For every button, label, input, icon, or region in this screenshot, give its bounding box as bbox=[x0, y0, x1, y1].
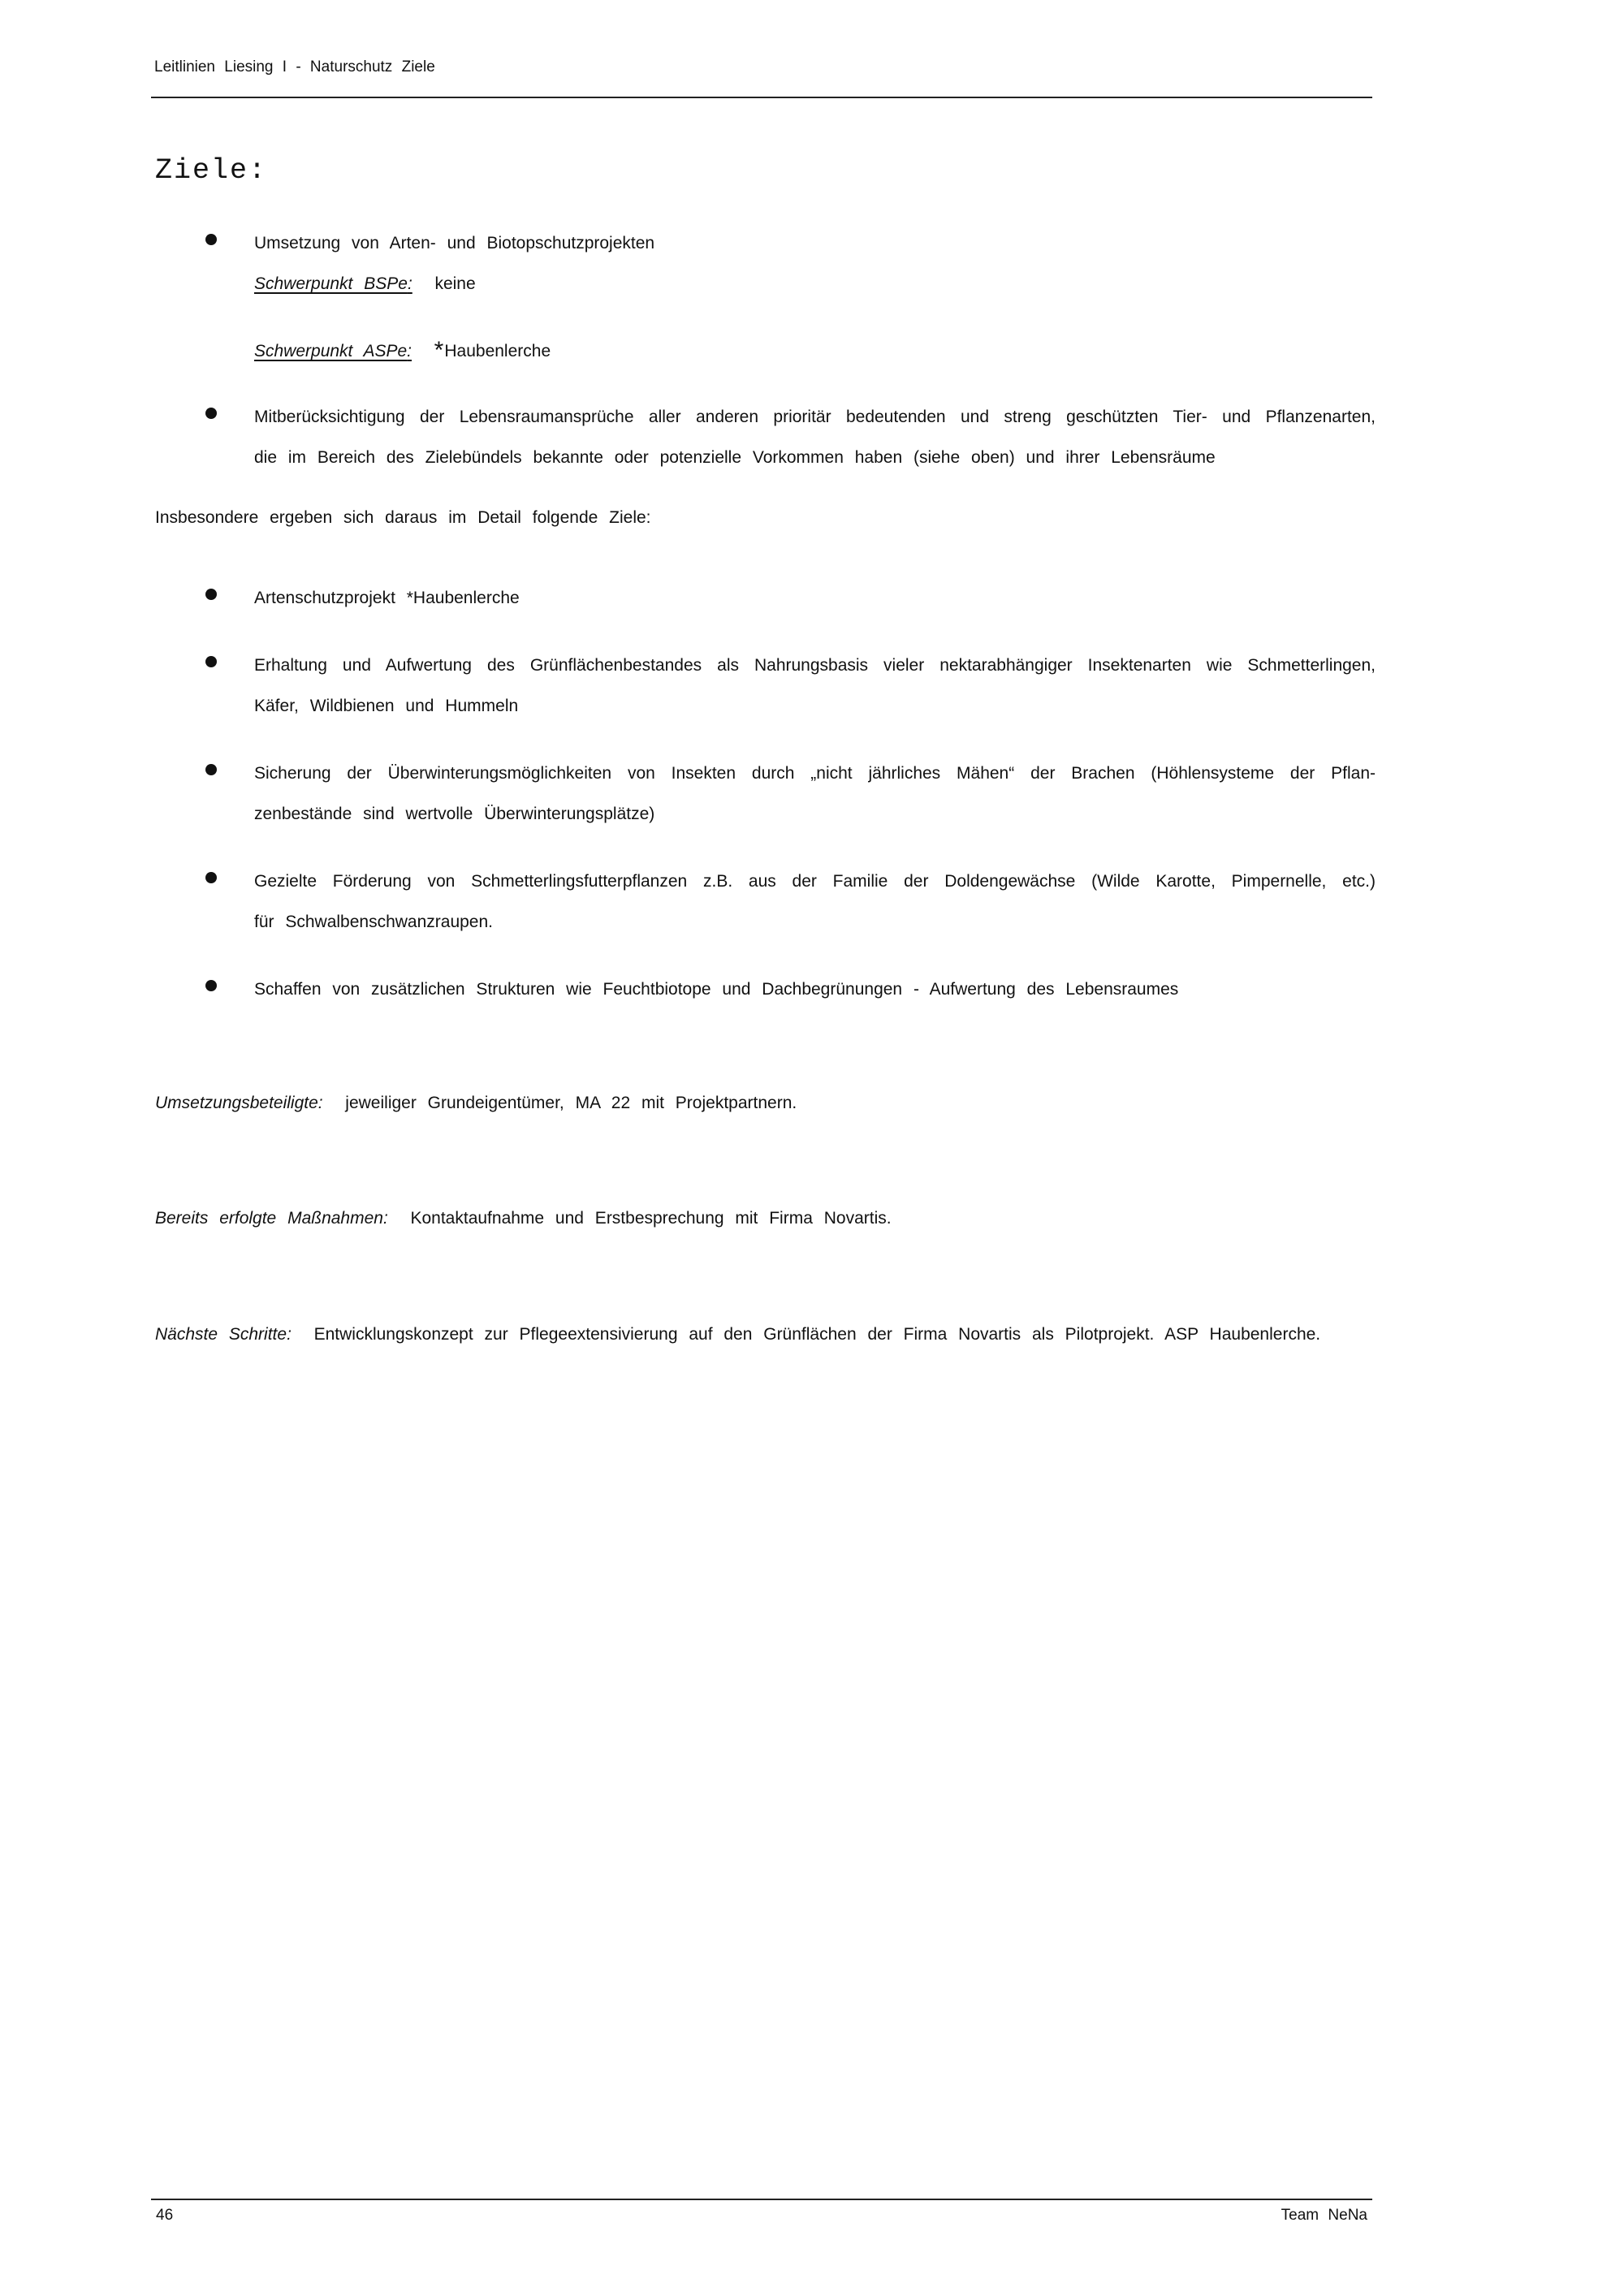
asp-label: Schwerpunkt ASPe bbox=[254, 342, 408, 360]
bsp-focus-line: Schwerpunkt BSPe: keine bbox=[254, 274, 476, 293]
measures-note: Bereits erfolgte Maßnahmen: Kontaktaufnahme und Erstbesprechung mit Firma Novartis. bbox=[155, 1209, 892, 1228]
detail-item-text: Schaffen von zusätzlichen Strukturen wie Feuchtbiotope und Dachbegrünungen - Aufwertung des Lebensraumes bbox=[254, 980, 1179, 999]
bullet-icon bbox=[205, 872, 217, 883]
footer-divider bbox=[151, 2199, 1372, 2200]
next-steps-note: Nächste Schritte: Entwicklungskonzept zur Pflegeextensivierung auf den Grünflächen der Firma Novartis als Pilotprojekt. ASP Haubenlerche. bbox=[155, 1325, 1321, 1344]
asp-value: Haubenlerche bbox=[444, 342, 551, 360]
detail-item-text-continued: Käfer, Wildbienen und Hummeln bbox=[254, 697, 519, 715]
detail-item-text: Sicherung der Überwinterungsmöglichkeiten von Insekten durch „nicht jährliches Mähen“ der Brachen (Höhlensysteme der Pflan- bbox=[254, 764, 1376, 783]
running-header: Leitlinien Liesing I - Naturschutz Ziele bbox=[154, 58, 435, 76]
goal-item-text-continued: die im Bereich des Zielebündels bekannte oder potenzielle Vorkommen haben (siehe oben) und ihrer Lebensräume bbox=[254, 448, 1216, 467]
section-heading: Ziele: bbox=[155, 154, 268, 187]
participants-note: Umsetzungsbeteiligte: jeweiliger Grundeigentümer, MA 22 mit Projektpartnern. bbox=[155, 1094, 797, 1112]
bullet-icon bbox=[205, 980, 217, 991]
bullet-icon bbox=[205, 234, 217, 245]
next-steps-text: Entwicklungskonzept zur Pflegeextensivierung auf den Grünflächen der Firma Novartis als Pilotprojekt. ASP Haubenlerche. bbox=[313, 1325, 1321, 1344]
bullet-icon bbox=[205, 656, 217, 667]
bsp-label: Schwerpunkt BSPe bbox=[254, 274, 408, 293]
goal-item-text: Mitberücksichtigung der Lebensraumansprüche aller anderen prioritär bedeutenden und streng geschützten Tier- und Pflanzenarten, bbox=[254, 408, 1376, 426]
goal-item-text: Umsetzung von Arten- und Biotopschutzprojekten bbox=[254, 234, 655, 252]
detail-item-text: Artenschutzprojekt *Haubenlerche bbox=[254, 589, 520, 607]
bullet-icon bbox=[205, 589, 217, 600]
detail-item-text-continued: für Schwalbenschwanzraupen. bbox=[254, 913, 494, 931]
detail-intro: Insbesondere ergeben sich daraus im Detail folgende Ziele: bbox=[155, 508, 651, 527]
bullet-icon bbox=[205, 408, 217, 419]
page-number: 46 bbox=[156, 2207, 174, 2224]
participants-label: Umsetzungsbeteiligte bbox=[155, 1094, 318, 1112]
next-steps-label: Nächste Schritte bbox=[155, 1325, 287, 1344]
detail-item-text-continued: zenbestände sind wertvolle Überwinterungsplätze) bbox=[254, 805, 655, 823]
asterisk-mark: * bbox=[434, 337, 444, 364]
header-divider bbox=[151, 97, 1372, 98]
detail-item-text: Gezielte Förderung von Schmetterlingsfutterpflanzen z.B. aus der Familie der Doldengewächse (Wilde Karotte, Pimpernelle, etc.) bbox=[254, 872, 1376, 891]
bsp-value: keine bbox=[434, 274, 476, 293]
measures-text: Kontaktaufnahme und Erstbesprechung mit Firma Novartis. bbox=[410, 1209, 892, 1228]
detail-item-text: Erhaltung und Aufwertung des Grünflächenbestandes als Nahrungsbasis vieler nektarabhängiger Insektenarten wie Schmetterlingen, bbox=[254, 656, 1376, 675]
asp-focus-line: Schwerpunkt ASPe: *Haubenlerche bbox=[254, 337, 551, 364]
participants-text: jeweiliger Grundeigentümer, MA 22 mit Projektpartnern. bbox=[345, 1094, 797, 1112]
measures-label: Bereits erfolgte Maßnahmen bbox=[155, 1209, 383, 1228]
bullet-icon bbox=[205, 764, 217, 775]
footer-team: Team NeNa bbox=[1281, 2207, 1367, 2224]
